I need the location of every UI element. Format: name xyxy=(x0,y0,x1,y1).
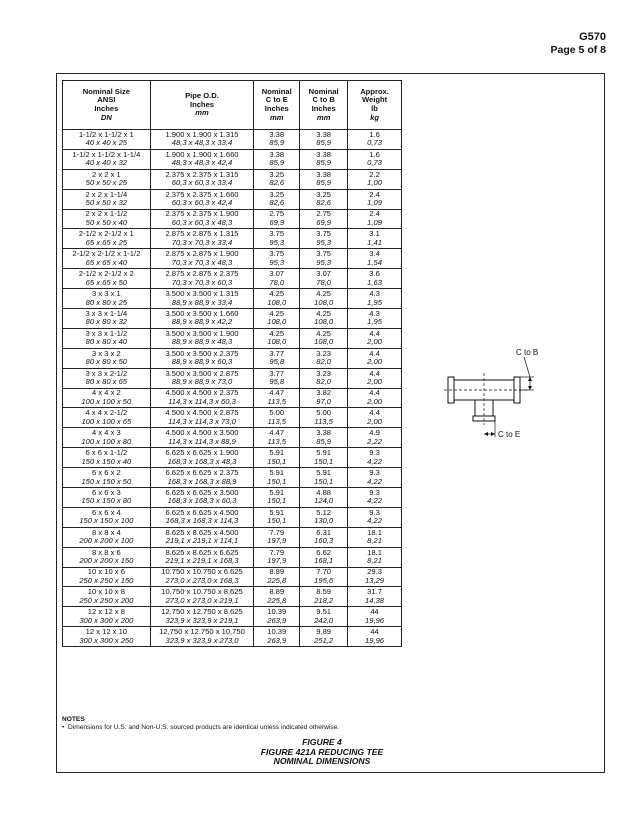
cell-weight: 18.1 8,21 xyxy=(348,547,402,567)
cell-nominal-size: 1-1/2 x 1-1/2 x 1 40 x 40 x 25 xyxy=(63,130,151,150)
cell-pipe-od: 6.625 x 6.625 x 3.500 168,3 x 168,3 x 60,3 xyxy=(150,488,254,508)
document-code: G570 xyxy=(579,31,606,43)
cell-c-to-e: 3.25 82,6 xyxy=(254,169,300,189)
cell-c-to-b: 3.38 85,9 xyxy=(300,428,348,448)
cell-pipe-od: 3.500 x 3.500 x 2.875 88,9 x 88,9 x 73,0 xyxy=(150,368,254,388)
cell-c-to-e: 5.91 150,1 xyxy=(254,468,300,488)
header-nominal-size: Nominal Size ANSI Inches DN xyxy=(63,81,151,130)
cell-nominal-size: 6 x 6 x 3 150 x 150 x 80 xyxy=(63,488,151,508)
cell-nominal-size: 3 x 3 x 2-1/2 80 x 80 x 65 xyxy=(63,368,151,388)
reducing-tee-diagram xyxy=(430,345,570,455)
cell-c-to-b: 6.31 160,3 xyxy=(300,527,348,547)
header-c-to-e: Nominal C to E Inches mm xyxy=(254,81,300,130)
cell-weight: 1.6 0,73 xyxy=(348,130,402,150)
label-c-to-b: C to B xyxy=(516,348,539,357)
cell-pipe-od: 6.625 x 6.625 x 1.900 168,3 x 168,3 x 48,3 xyxy=(150,448,254,468)
cell-c-to-e: 3.77 95,8 xyxy=(254,348,300,368)
cell-nominal-size: 4 x 4 x 3 100 x 100 x 80 xyxy=(63,428,151,448)
table-row xyxy=(63,488,402,508)
cell-nominal-size: 2 x 2 x 1-1/2 50 x 50 x 40 xyxy=(63,209,151,229)
table-row xyxy=(63,448,402,468)
cell-weight: 4.4 2,00 xyxy=(348,408,402,428)
arrowhead xyxy=(484,432,488,436)
table-row xyxy=(63,468,402,488)
cell-c-to-b: 3.23 82,0 xyxy=(300,348,348,368)
cell-pipe-od: 12,750 x 12.750 x 10,750 323,9 x 323,9 x 273,0 xyxy=(150,627,254,647)
cell-nominal-size: 8 x 8 x 6 200 x 200 x 150 xyxy=(63,547,151,567)
cell-weight: 9.3 4,22 xyxy=(348,507,402,527)
cell-nominal-size: 2-1/2 x 2-1/2 x 1 65 x 65 x 25 xyxy=(63,229,151,249)
table-row xyxy=(63,169,402,189)
table-row xyxy=(63,149,402,169)
label-c-to-e: C to E xyxy=(498,430,521,439)
cell-nominal-size: 1-1/2 x 1-1/2 x 1-1/4 40 x 40 x 32 xyxy=(63,149,151,169)
cell-pipe-od: 2.875 x 2.875 x 1.315 70,3 x 70,3 x 33,4 xyxy=(150,229,254,249)
cell-c-to-e: 5.91 150,1 xyxy=(254,488,300,508)
cell-pipe-od: 3.500 x 3.500 x 1.660 88,9 x 88,9 x 42,2 xyxy=(150,309,254,329)
table-row xyxy=(63,309,402,329)
cell-weight: 29.3 13,29 xyxy=(348,567,402,587)
cell-pipe-od: 10.750 x 10.750 x 6.625 273,0 x 273,0 x 168,3 xyxy=(150,567,254,587)
table-row xyxy=(63,368,402,388)
cell-pipe-od: 8.625 x 8.625 x 6.625 219,1 x 219,1 x 168,3 xyxy=(150,547,254,567)
table-row xyxy=(63,567,402,587)
cell-nominal-size: 4 x 4 x 2-1/2 100 x 100 x 65 xyxy=(63,408,151,428)
cell-pipe-od: 2.375 x 2.375 x 1.315 60,3 x 60,3 x 33,4 xyxy=(150,169,254,189)
cell-c-to-e: 3.07 78,0 xyxy=(254,269,300,289)
cell-c-to-e: 8.89 225,8 xyxy=(254,567,300,587)
table-row xyxy=(63,328,402,348)
caption-title: FIGURE 421A REDUCING TEE xyxy=(260,746,384,757)
caption-subtitle: NOMINAL DIMENSIONS xyxy=(273,756,371,767)
table-row xyxy=(63,547,402,567)
cell-c-to-e: 4.25 108,0 xyxy=(254,328,300,348)
cell-c-to-e: 4.47 113,5 xyxy=(254,388,300,408)
cell-c-to-e: 5.91 150,1 xyxy=(254,507,300,527)
cell-c-to-b: 5.00 113,5 xyxy=(300,408,348,428)
cell-c-to-b: 3.38 85,9 xyxy=(300,149,348,169)
cell-nominal-size: 2 x 2 x 1 50 x 50 x 25 xyxy=(63,169,151,189)
cell-c-to-b: 5.12 130,0 xyxy=(300,507,348,527)
cell-weight: 9.3 4,22 xyxy=(348,448,402,468)
cell-nominal-size: 2-1/2 x 2-1/2 x 2 65 x 65 x 50 xyxy=(63,269,151,289)
cell-c-to-b: 3.38 85,9 xyxy=(300,169,348,189)
cell-c-to-b: 3.25 82,6 xyxy=(300,189,348,209)
cell-c-to-b: 3.82 97,0 xyxy=(300,388,348,408)
cell-pipe-od: 2.375 x 2.375 x 1.900 60,3 x 60,3 x 48,3 xyxy=(150,209,254,229)
cell-c-to-e: 3.75 95,3 xyxy=(254,229,300,249)
caption-figure-number: FIGURE 4 xyxy=(302,737,342,747)
cell-c-to-b: 3.75 95,3 xyxy=(300,229,348,249)
cell-c-to-b: 4.25 108,0 xyxy=(300,309,348,329)
cell-weight: 9.3 4,22 xyxy=(348,488,402,508)
cell-weight: 18.1 8,21 xyxy=(348,527,402,547)
cell-pipe-od: 2.875 x 2.875 x 2.375 70,3 x 70,3 x 60,3 xyxy=(150,269,254,289)
cell-nominal-size: 3 x 3 x 2 80 x 80 x 50 xyxy=(63,348,151,368)
cell-nominal-size: 6 x 6 x 2 150 x 150 x 50 xyxy=(63,468,151,488)
table-row xyxy=(63,130,402,150)
cell-pipe-od: 4.500 x 4.500 x 3.500 114,3 x 114,3 x 88,9 xyxy=(150,428,254,448)
header-c-to-b: Nominal C to B Inches mm xyxy=(300,81,348,130)
cell-c-to-e: 3.25 82,6 xyxy=(254,189,300,209)
cell-c-to-e: 3.75 95,3 xyxy=(254,249,300,269)
cell-pipe-od: 3.500 x 3.500 x 1.900 88,9 x 88,9 x 48,3 xyxy=(150,328,254,348)
cell-weight: 3.1 1,41 xyxy=(348,229,402,249)
cell-nominal-size: 10 x 10 x 6 250 x 250 x 150 xyxy=(63,567,151,587)
cell-weight: 4.4 2,00 xyxy=(348,348,402,368)
table-row xyxy=(63,408,402,428)
cell-nominal-size: 2-1/2 x 2-1/2 x 1-1/2 65 x 65 x 40 xyxy=(63,249,151,269)
cell-nominal-size: 6 x 6 x 1-1/2 150 x 150 x 40 xyxy=(63,448,151,468)
cell-weight: 4.4 2,00 xyxy=(348,328,402,348)
cell-weight: 1.6 0,73 xyxy=(348,149,402,169)
cell-weight: 4.3 1,95 xyxy=(348,309,402,329)
cell-nominal-size: 6 x 6 x 4 150 x 150 x 100 xyxy=(63,507,151,527)
bullet: • xyxy=(62,724,65,731)
cell-c-to-b: 3.23 82,0 xyxy=(300,368,348,388)
cell-weight: 44 19,96 xyxy=(348,607,402,627)
header-pipe-od: Pipe O.D. Inches mm xyxy=(150,81,254,130)
cell-nominal-size: 3 x 3 x 1-1/2 80 x 80 x 40 xyxy=(63,328,151,348)
cell-nominal-size: 12 x 12 x 10 300 x 300 x 250 xyxy=(63,627,151,647)
table-row xyxy=(63,607,402,627)
table-body xyxy=(63,130,402,647)
cell-c-to-b: 9,89 251,2 xyxy=(300,627,348,647)
notes-heading: NOTES xyxy=(62,716,85,723)
cell-pipe-od: 2.875 x 2.875 x 1.900 70,3 x 70,3 x 48,3 xyxy=(150,249,254,269)
table-row xyxy=(63,289,402,309)
cell-pipe-od: 12.750 x 12.750 x 8.625 323,9 x 323,9 x 219,1 xyxy=(150,607,254,627)
table-row xyxy=(63,388,402,408)
table-row xyxy=(63,249,402,269)
cell-c-to-b: 3.38 85,9 xyxy=(300,130,348,150)
cell-weight: 44 19,96 xyxy=(348,627,402,647)
arrowhead xyxy=(528,377,532,381)
cell-c-to-b: 4.88 124,0 xyxy=(300,488,348,508)
table-row xyxy=(63,189,402,209)
notes xyxy=(62,716,339,732)
cell-pipe-od: 6.625 x 6.625 x 4.500 168,3 x 168,3 x 114,3 xyxy=(150,507,254,527)
table-row xyxy=(63,507,402,527)
cell-c-to-b: 5.91 150,1 xyxy=(300,448,348,468)
cell-pipe-od: 2.375 x 2.375 x 1.660 60,3 x 60,3 x 42,4 xyxy=(150,189,254,209)
cell-pipe-od: 1.900 x 1.900 x 1.315 48,3 x 48,3 x 33,4 xyxy=(150,130,254,150)
cell-c-to-e: 7.79 197,9 xyxy=(254,527,300,547)
dimensions-table xyxy=(62,80,402,647)
cell-c-to-e: 7.79 197,9 xyxy=(254,547,300,567)
cell-pipe-od: 3.500 x 3.500 x 1.315 88,9 x 88,9 x 33,4 xyxy=(150,289,254,309)
leader-c-to-b xyxy=(524,357,530,377)
table-row xyxy=(63,627,402,647)
cell-c-to-e: 3.38 85,9 xyxy=(254,149,300,169)
cell-pipe-od: 4.500 x 4.500 x 2.875 114,3 x 114,3 x 73,0 xyxy=(150,408,254,428)
cell-nominal-size: 8 x 8 x 4 200 x 200 x 100 xyxy=(63,527,151,547)
cell-weight: 3.4 1,54 xyxy=(348,249,402,269)
cell-c-to-e: 5.91 150,1 xyxy=(254,448,300,468)
cell-pipe-od: 6.625 x 6.625 x 2.375 168,3 x 168,3 x 88,9 xyxy=(150,468,254,488)
cell-nominal-size: 10 x 10 x 8 250 x 250 x 200 xyxy=(63,587,151,607)
cell-weight: 4.3 1,95 xyxy=(348,289,402,309)
cell-pipe-od: 8.625 x 8.625 x 4.500 219,1 x 219,1 x 114,1 xyxy=(150,527,254,547)
cell-weight: 31.7 14,38 xyxy=(348,587,402,607)
cell-pipe-od: 4.500 x 4.500 x 2.375 114,3 x 114,3 x 60,3 xyxy=(150,388,254,408)
cell-c-to-e: 3.38 85,9 xyxy=(254,130,300,150)
notes-item-text: Dimensions for U.S. and Non-U.S. sourced products are identical unless indicated otherwise. xyxy=(67,724,340,731)
cell-nominal-size: 12 x 12 x 8 300 x 300 x 200 xyxy=(63,607,151,627)
cell-c-to-e: 10.39 263,9 xyxy=(254,627,300,647)
cell-weight: 2.2 1,00 xyxy=(348,169,402,189)
cell-pipe-od: 3.500 x 3.500 x 2.375 88,9 x 88,9 x 60,3 xyxy=(150,348,254,368)
cell-c-to-e: 3.77 95,8 xyxy=(254,368,300,388)
cell-weight: 3.6 1,63 xyxy=(348,269,402,289)
table-header-row xyxy=(63,81,402,130)
cell-c-to-b: 5.91 150,1 xyxy=(300,468,348,488)
table-row xyxy=(63,527,402,547)
cell-c-to-b: 2.75 69,9 xyxy=(300,209,348,229)
page-number: Page 5 of 8 xyxy=(550,44,606,56)
cell-c-to-b: 3.07 78,0 xyxy=(300,269,348,289)
notes-item xyxy=(62,724,339,732)
cell-c-to-e: 4.25 108,0 xyxy=(254,289,300,309)
cell-nominal-size: 2 x 2 x 1-1/4 50 x 50 x 32 xyxy=(63,189,151,209)
cell-weight: 4.9 2,22 xyxy=(348,428,402,448)
cell-c-to-b: 8.59 218,2 xyxy=(300,587,348,607)
header-weight: Approx. Weight lb kg xyxy=(348,81,402,130)
cell-pipe-od: 1.900 x 1.900 x 1.660 48,3 x 48,3 x 42,4 xyxy=(150,149,254,169)
cell-c-to-b: 3.75 95,3 xyxy=(300,249,348,269)
cell-c-to-e: 4.47 113,5 xyxy=(254,428,300,448)
arrowhead xyxy=(528,386,532,390)
cell-nominal-size: 4 x 4 x 2 100 x 100 x 50 xyxy=(63,388,151,408)
cell-nominal-size: 3 x 3 x 1 80 x 80 x 25 xyxy=(63,289,151,309)
cell-c-to-b: 6.62 168,1 xyxy=(300,547,348,567)
cell-weight: 9.3 4,22 xyxy=(348,468,402,488)
table-row xyxy=(63,229,402,249)
cell-c-to-e: 2.75 69,9 xyxy=(254,209,300,229)
table-row xyxy=(63,587,402,607)
cell-c-to-e: 10.39 263,9 xyxy=(254,607,300,627)
cell-nominal-size: 3 x 3 x 1-1/4 80 x 80 x 32 xyxy=(63,309,151,329)
cell-weight: 4.4 2,00 xyxy=(348,368,402,388)
figure-caption xyxy=(62,738,582,767)
cell-c-to-b: 4.25 108,0 xyxy=(300,289,348,309)
cell-c-to-e: 5.00 113,5 xyxy=(254,408,300,428)
cell-weight: 2.4 1,09 xyxy=(348,209,402,229)
cell-weight: 2.4 1,09 xyxy=(348,189,402,209)
table-row xyxy=(63,428,402,448)
cell-c-to-b: 4.25 108,0 xyxy=(300,328,348,348)
table-row xyxy=(63,348,402,368)
cell-pipe-od: 10.750 x 10.750 x 8.625 273,0 x 273,0 x 219,1 xyxy=(150,587,254,607)
cell-c-to-e: 8.89 225,8 xyxy=(254,587,300,607)
cell-c-to-b: 9.51 242,0 xyxy=(300,607,348,627)
cell-c-to-b: 7.70 195,6 xyxy=(300,567,348,587)
table-row xyxy=(63,269,402,289)
cell-c-to-e: 4.25 108,0 xyxy=(254,309,300,329)
table-row xyxy=(63,209,402,229)
arrowhead xyxy=(491,432,495,436)
cell-weight: 4.4 2,00 xyxy=(348,388,402,408)
